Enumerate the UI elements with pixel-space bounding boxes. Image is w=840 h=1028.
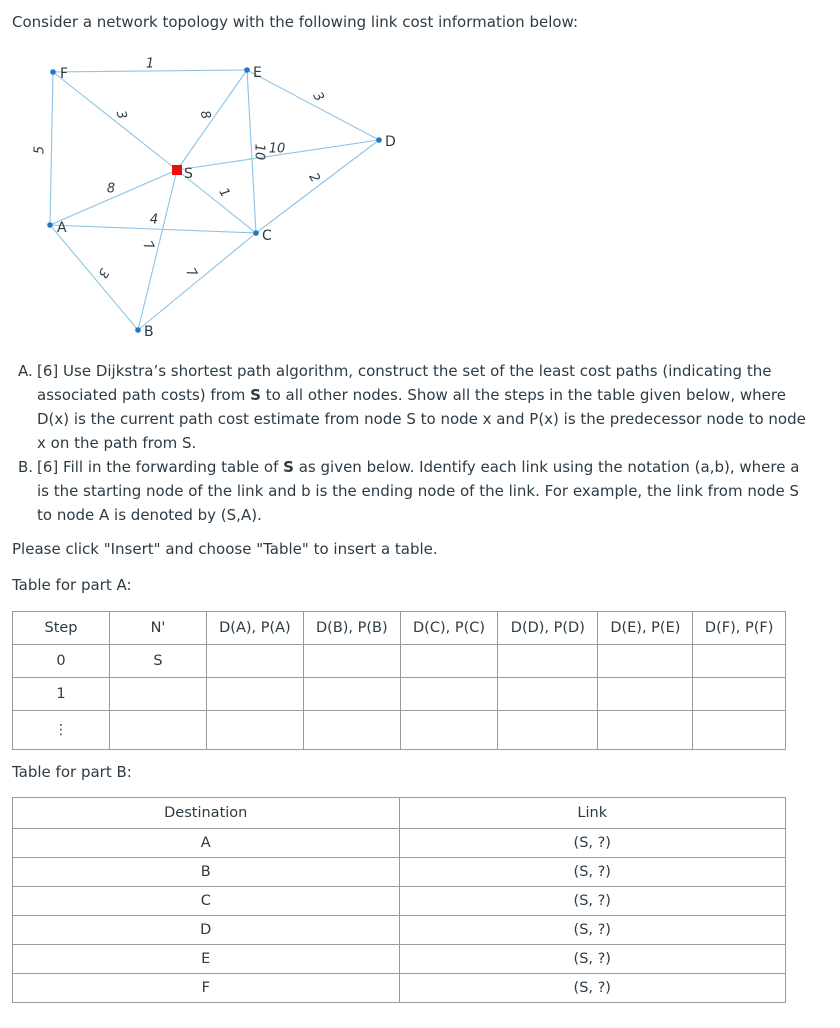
edge-cost-f-e: 1 [145,56,155,72]
link-cell[interactable]: (S, ?) [399,945,786,974]
table-cell[interactable] [693,711,786,750]
table-cell[interactable] [598,645,693,678]
table-cell[interactable] [110,678,207,711]
link-cell[interactable]: (S, ?) [399,829,786,858]
header-cell: D(A), P(A) [207,612,304,645]
edge-cost-b-c: 7 [182,265,200,281]
edge-cost-s-b: 7 [139,238,157,254]
destination-cell: C [13,887,400,916]
table-cell[interactable]: S [110,645,207,678]
edge-e-s [177,70,247,170]
node-marker-b [135,327,141,333]
table-cell[interactable] [498,711,598,750]
source-node-marker [172,165,182,175]
edge-cost-s-c: 1 [215,185,233,201]
node-label-f: F [60,66,69,82]
table-cell[interactable] [598,711,693,750]
table-cell[interactable] [303,711,400,750]
question-a [18,359,808,455]
question-text-pre: Fill in the forwarding table of [63,458,279,476]
table-header-row [13,612,786,645]
part-b-forwarding-table [12,797,786,1003]
table-cell[interactable] [498,678,598,711]
table-cell[interactable] [400,711,497,750]
node-marker-a [47,222,53,228]
link-cell[interactable]: (S, ?) [399,974,786,1003]
source-node-bold: S [250,386,261,404]
header-cell: Destination [13,798,400,829]
header-cell: Step [13,612,110,645]
node-marker-d [376,137,382,143]
insert-table-note: Please click "Insert" and choose "Table" to insert a table. [12,540,438,558]
link-cell[interactable]: (S, ?) [399,887,786,916]
edge-cost-f-s: 3 [112,109,130,121]
table-cell[interactable] [693,645,786,678]
table-row [13,645,786,678]
table-cell[interactable] [207,711,304,750]
table-row [13,916,786,945]
table-cell[interactable]: 0 [13,645,110,678]
table-cell[interactable] [400,645,497,678]
node-label-b: B [144,324,154,340]
question-points: [6] [37,458,59,476]
node-label-s: S [184,166,193,182]
table-cell[interactable] [303,678,400,711]
edge-cost-s-a: 8 [106,181,116,197]
header-cell: Link [399,798,786,829]
node-marker-f [50,69,56,75]
edge-cost-e-s: 8 [196,109,214,121]
link-cell[interactable]: (S, ?) [399,858,786,887]
intro-text: Consider a network topology with the following link cost information below: [12,13,579,31]
table-cell[interactable]: 1 [13,678,110,711]
destination-cell: A [13,829,400,858]
node-marker-c [253,230,259,236]
table-row [13,945,786,974]
destination-cell: F [13,974,400,1003]
header-cell: N' [110,612,207,645]
node-label-e: E [253,65,262,81]
part-a-table [12,611,786,750]
table-cell[interactable] [303,645,400,678]
question-text-post: as given below. Identify each link using the notation (a,b), where a is the starting node of the link and b is the ending node of the link. For example, the link from node S to node A is denoted by (S,A). [37,458,800,524]
table-row [13,974,786,1003]
question-marker: A. [18,362,33,380]
header-cell: D(F), P(F) [693,612,786,645]
table-cell[interactable] [13,711,110,750]
edge-cost-e-c: 10 [251,143,267,161]
destination-cell: D [13,916,400,945]
edge-cost-a-c: 4 [149,212,159,228]
edge-a-b [50,225,138,330]
table-row [13,711,786,750]
header-cell: D(E), P(E) [598,612,693,645]
node-label-d: D [385,134,396,150]
network-topology-diagram [0,40,420,350]
table-cell[interactable] [400,678,497,711]
question-points: [6] [37,362,59,380]
source-node-bold: S [283,458,294,476]
table-row [13,858,786,887]
node-label-a: A [57,220,67,236]
table-header-row [13,798,786,829]
node-marker-e [244,67,250,73]
edge-cost-f-a: 5 [32,145,48,155]
question-b [18,455,808,527]
table-cell[interactable] [207,678,304,711]
question-marker: B. [18,458,34,476]
table-row [13,887,786,916]
question-text-pre: Use Dijkstra’s shortest path algorithm, construct the set of the least cost paths (indicating the associated path costs) from [37,362,772,404]
header-cell: D(C), P(C) [400,612,497,645]
table-row [13,678,786,711]
table-cell[interactable] [110,711,207,750]
part-b-label: Table for part B: [12,763,132,781]
vertical-ellipsis: ⋮ [54,722,68,738]
edge-f-s [53,72,177,170]
edge-b-c [138,233,256,330]
table-cell[interactable] [693,678,786,711]
table-cell[interactable] [207,645,304,678]
header-cell: D(D), P(D) [498,612,598,645]
destination-cell: B [13,858,400,887]
edge-cost-e-d: 3 [309,89,327,105]
edge-cost-a-b: 3 [94,265,112,281]
part-a-label: Table for part A: [12,576,132,594]
header-cell: D(B), P(B) [303,612,400,645]
table-row [13,829,786,858]
edge-cost-c-d: 2 [305,170,323,186]
question-text-post: to all other nodes. Show all the steps in the table given below, where D(x) is the current path cost estimate from node S to node x and P(x) is the predecessor node to node x on the path from S. [37,386,806,452]
edge-e-d [247,70,379,140]
question-list [18,359,808,527]
table-cell[interactable] [498,645,598,678]
destination-cell: E [13,945,400,974]
edge-f-a [50,72,53,225]
table-cell[interactable] [598,678,693,711]
node-label-c: C [262,228,272,244]
link-cell[interactable]: (S, ?) [399,916,786,945]
edge-cost-s-d: 10 [268,141,286,157]
